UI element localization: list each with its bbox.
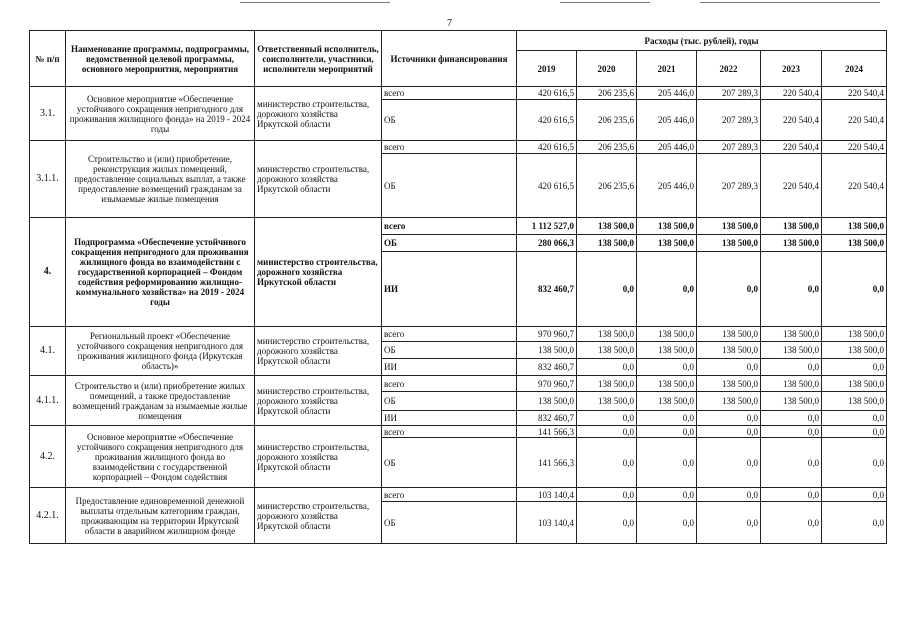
- header-expenses: Расходы (тыс. рублей), годы: [517, 31, 887, 51]
- header-year: 2022: [697, 51, 761, 87]
- table-row: [30, 218, 887, 235]
- cell-value: 0,0: [637, 438, 697, 488]
- cell-value: 0,0: [822, 488, 887, 502]
- row-responsible: министерство строительства, дорожного хозяйства Иркутской области: [255, 327, 382, 376]
- cell-value: 138 500,0: [637, 376, 697, 392]
- cell-value: 138 500,0: [761, 235, 822, 252]
- cell-value: 138 500,0: [637, 235, 697, 252]
- cell-value: 138 500,0: [697, 218, 761, 235]
- cell-value: 0,0: [577, 502, 637, 544]
- cell-value: 141 566,3: [517, 426, 577, 438]
- header-responsible: Ответственный исполнитель, соисполнители, участники, исполнители мероприятий: [255, 31, 382, 87]
- row-source: всего: [382, 327, 517, 342]
- cell-value: 970 960,7: [517, 327, 577, 342]
- cell-value: 0,0: [822, 502, 887, 544]
- row-source: ОБ: [382, 342, 517, 359]
- page-number: 7: [447, 18, 452, 29]
- row-source: всего: [382, 426, 517, 438]
- cell-value: 138 500,0: [822, 218, 887, 235]
- row-source: ОБ: [382, 235, 517, 252]
- cell-value: 138 500,0: [697, 392, 761, 411]
- row-responsible: министерство строительства, дорожного хозяйства Иркутской области: [255, 218, 382, 327]
- header-num: № п/п: [30, 31, 66, 87]
- row-number: 4.2.1.: [30, 488, 66, 544]
- cell-value: 0,0: [697, 359, 761, 376]
- row-number: 4.1.: [30, 327, 66, 376]
- cell-value: 0,0: [822, 359, 887, 376]
- row-responsible: министерство строительства, дорожного хозяйства Иркутской области: [255, 488, 382, 544]
- cell-value: 220 540,4: [822, 100, 887, 141]
- cell-value: 138 500,0: [697, 376, 761, 392]
- row-responsible: министерство строительства, дорожного хозяйства Иркутской области: [255, 426, 382, 488]
- cell-value: 138 500,0: [822, 235, 887, 252]
- cell-value: 0,0: [822, 438, 887, 488]
- cell-value: 970 960,7: [517, 376, 577, 392]
- table-row: [30, 488, 887, 502]
- header-year: 2023: [761, 51, 822, 87]
- cell-value: 138 500,0: [697, 342, 761, 359]
- table-row: [30, 141, 887, 154]
- cell-value: 138 500,0: [822, 376, 887, 392]
- cell-value: 138 500,0: [761, 342, 822, 359]
- cell-value: 0,0: [637, 426, 697, 438]
- cell-value: 220 540,4: [761, 87, 822, 100]
- cell-value: 0,0: [637, 359, 697, 376]
- cell-value: 138 500,0: [577, 342, 637, 359]
- budget-table: [29, 30, 887, 544]
- cell-value: 138 500,0: [517, 392, 577, 411]
- cell-value: 220 540,4: [761, 141, 822, 154]
- row-name: Строительство и (или) приобретение, реконструкция жилых помещений, предоставление социальных выплат, а также предоставление возмещений гражданам за изымаемые жилые помещения: [66, 141, 255, 218]
- row-source: ИИ: [382, 359, 517, 376]
- cell-value: 138 500,0: [822, 327, 887, 342]
- cell-value: 220 540,4: [761, 154, 822, 218]
- top-rule-mid: [560, 2, 650, 3]
- row-source: всего: [382, 87, 517, 100]
- cell-value: 420 616,5: [517, 87, 577, 100]
- row-source: всего: [382, 141, 517, 154]
- cell-value: 138 500,0: [697, 235, 761, 252]
- cell-value: 0,0: [637, 488, 697, 502]
- cell-value: 103 140,4: [517, 488, 577, 502]
- cell-value: 0,0: [577, 252, 637, 327]
- cell-value: 0,0: [577, 488, 637, 502]
- cell-value: 205 446,0: [637, 100, 697, 141]
- cell-value: 0,0: [637, 502, 697, 544]
- cell-value: 0,0: [697, 488, 761, 502]
- cell-value: 206 235,6: [577, 87, 637, 100]
- row-name: Основное мероприятие «Обеспечение устойчивого сокращения непригодного для проживания жилищного фонда во взаимодействии с государственной корпорацией – Фондом содействия: [66, 426, 255, 488]
- cell-value: 138 500,0: [577, 392, 637, 411]
- header-name: Наименование программы, подпрограммы, ведомственной целевой программы, основного мероприятия, мероприятия: [66, 31, 255, 87]
- cell-value: 0,0: [761, 426, 822, 438]
- header-source: Источники финансирования: [382, 31, 517, 87]
- cell-value: 220 540,4: [822, 154, 887, 218]
- cell-value: 0,0: [697, 426, 761, 438]
- cell-value: 207 289,3: [697, 141, 761, 154]
- cell-value: 138 500,0: [577, 235, 637, 252]
- cell-value: 103 140,4: [517, 502, 577, 544]
- cell-value: 0,0: [761, 502, 822, 544]
- cell-value: 138 500,0: [761, 376, 822, 392]
- cell-value: 0,0: [761, 438, 822, 488]
- cell-value: 0,0: [697, 252, 761, 327]
- row-name: Строительство и (или) приобретение жилых помещений, а также предоставление возмещений гражданам за изымаемые жилые помещения: [66, 376, 255, 426]
- cell-value: 280 066,3: [517, 235, 577, 252]
- cell-value: 832 460,7: [517, 411, 577, 426]
- row-source: ОБ: [382, 438, 517, 488]
- row-source: ИИ: [382, 252, 517, 327]
- cell-value: 207 289,3: [697, 154, 761, 218]
- row-responsible: министерство строительства, дорожного хозяйства Иркутской области: [255, 87, 382, 141]
- row-source: ИИ: [382, 411, 517, 426]
- cell-value: 832 460,7: [517, 252, 577, 327]
- row-name: Региональный проект «Обеспечение устойчивого сокращения непригодного для проживания жилищного фонда (Иркутская область)»: [66, 327, 255, 376]
- cell-value: 205 446,0: [637, 154, 697, 218]
- cell-value: 138 500,0: [637, 392, 697, 411]
- cell-value: 220 540,4: [761, 100, 822, 141]
- cell-value: 141 566,3: [517, 438, 577, 488]
- cell-value: 138 500,0: [761, 218, 822, 235]
- cell-value: 0,0: [761, 252, 822, 327]
- cell-value: 220 540,4: [822, 141, 887, 154]
- cell-value: 138 500,0: [822, 392, 887, 411]
- cell-value: 0,0: [637, 411, 697, 426]
- row-source: ОБ: [382, 502, 517, 544]
- row-source: всего: [382, 376, 517, 392]
- row-number: 4.: [30, 218, 66, 327]
- cell-value: 0,0: [697, 502, 761, 544]
- row-source: ОБ: [382, 154, 517, 218]
- cell-value: 138 500,0: [761, 392, 822, 411]
- cell-value: 207 289,3: [697, 100, 761, 141]
- row-responsible: министерство строительства, дорожного хозяйства Иркутской области: [255, 376, 382, 426]
- cell-value: 138 500,0: [822, 342, 887, 359]
- cell-value: 138 500,0: [517, 342, 577, 359]
- header-year: 2021: [637, 51, 697, 87]
- cell-value: 206 235,6: [577, 154, 637, 218]
- cell-value: 138 500,0: [761, 327, 822, 342]
- cell-value: 420 616,5: [517, 141, 577, 154]
- row-responsible: министерство строительства, дорожного хозяйства Иркутской области: [255, 141, 382, 218]
- cell-value: 205 446,0: [637, 141, 697, 154]
- table-row: [30, 426, 887, 438]
- cell-value: 0,0: [577, 438, 637, 488]
- cell-value: 206 235,6: [577, 141, 637, 154]
- row-number: 3.1.1.: [30, 141, 66, 218]
- row-source: ОБ: [382, 100, 517, 141]
- cell-value: 0,0: [697, 438, 761, 488]
- cell-value: 138 500,0: [637, 218, 697, 235]
- row-source: всего: [382, 488, 517, 502]
- cell-value: 206 235,6: [577, 100, 637, 141]
- cell-value: 0,0: [822, 411, 887, 426]
- cell-value: 138 500,0: [637, 342, 697, 359]
- top-rule-right: [700, 2, 880, 3]
- row-source: ОБ: [382, 392, 517, 411]
- row-name: Предоставление единовременной денежной выплаты отдельным категориям граждан, проживающим на территории Иркутской области в аварийном жилищном фонде: [66, 488, 255, 544]
- cell-value: 138 500,0: [577, 327, 637, 342]
- top-rule-left: [240, 2, 390, 3]
- header-year: 2024: [822, 51, 887, 87]
- cell-value: 205 446,0: [637, 87, 697, 100]
- header-year: 2020: [577, 51, 637, 87]
- row-name: Подпрограмма «Обеспечение устойчивого сокращения непригодного для проживания жилищного фонда во взаимодействии с государственной корпорацией – Фондом содействия реформированию жилищно-коммунального хозяйства» на 2019 - 2024 годы: [66, 218, 255, 327]
- cell-value: 0,0: [761, 359, 822, 376]
- cell-value: 0,0: [761, 411, 822, 426]
- cell-value: 0,0: [822, 252, 887, 327]
- row-name: Основное мероприятие «Обеспечение устойчивого сокращения непригодного для проживания жилищного фонда» на 2019 - 2024 годы: [66, 87, 255, 141]
- row-number: 4.1.1.: [30, 376, 66, 426]
- cell-value: 138 500,0: [697, 327, 761, 342]
- cell-value: 1 112 527,0: [517, 218, 577, 235]
- cell-value: 0,0: [637, 252, 697, 327]
- header-year: 2019: [517, 51, 577, 87]
- row-source: всего: [382, 218, 517, 235]
- cell-value: 138 500,0: [637, 327, 697, 342]
- cell-value: 138 500,0: [577, 218, 637, 235]
- table-row: [30, 87, 887, 100]
- cell-value: 0,0: [577, 426, 637, 438]
- table-row: [30, 376, 887, 392]
- cell-value: 138 500,0: [577, 376, 637, 392]
- cell-value: 420 616,5: [517, 100, 577, 141]
- cell-value: 0,0: [697, 411, 761, 426]
- cell-value: 0,0: [761, 488, 822, 502]
- row-number: 4.2.: [30, 426, 66, 488]
- row-number: 3.1.: [30, 87, 66, 141]
- cell-value: 420 616,5: [517, 154, 577, 218]
- table-row: [30, 327, 887, 342]
- cell-value: 220 540,4: [822, 87, 887, 100]
- cell-value: 0,0: [577, 411, 637, 426]
- cell-value: 0,0: [822, 426, 887, 438]
- cell-value: 0,0: [577, 359, 637, 376]
- cell-value: 832 460,7: [517, 359, 577, 376]
- cell-value: 207 289,3: [697, 87, 761, 100]
